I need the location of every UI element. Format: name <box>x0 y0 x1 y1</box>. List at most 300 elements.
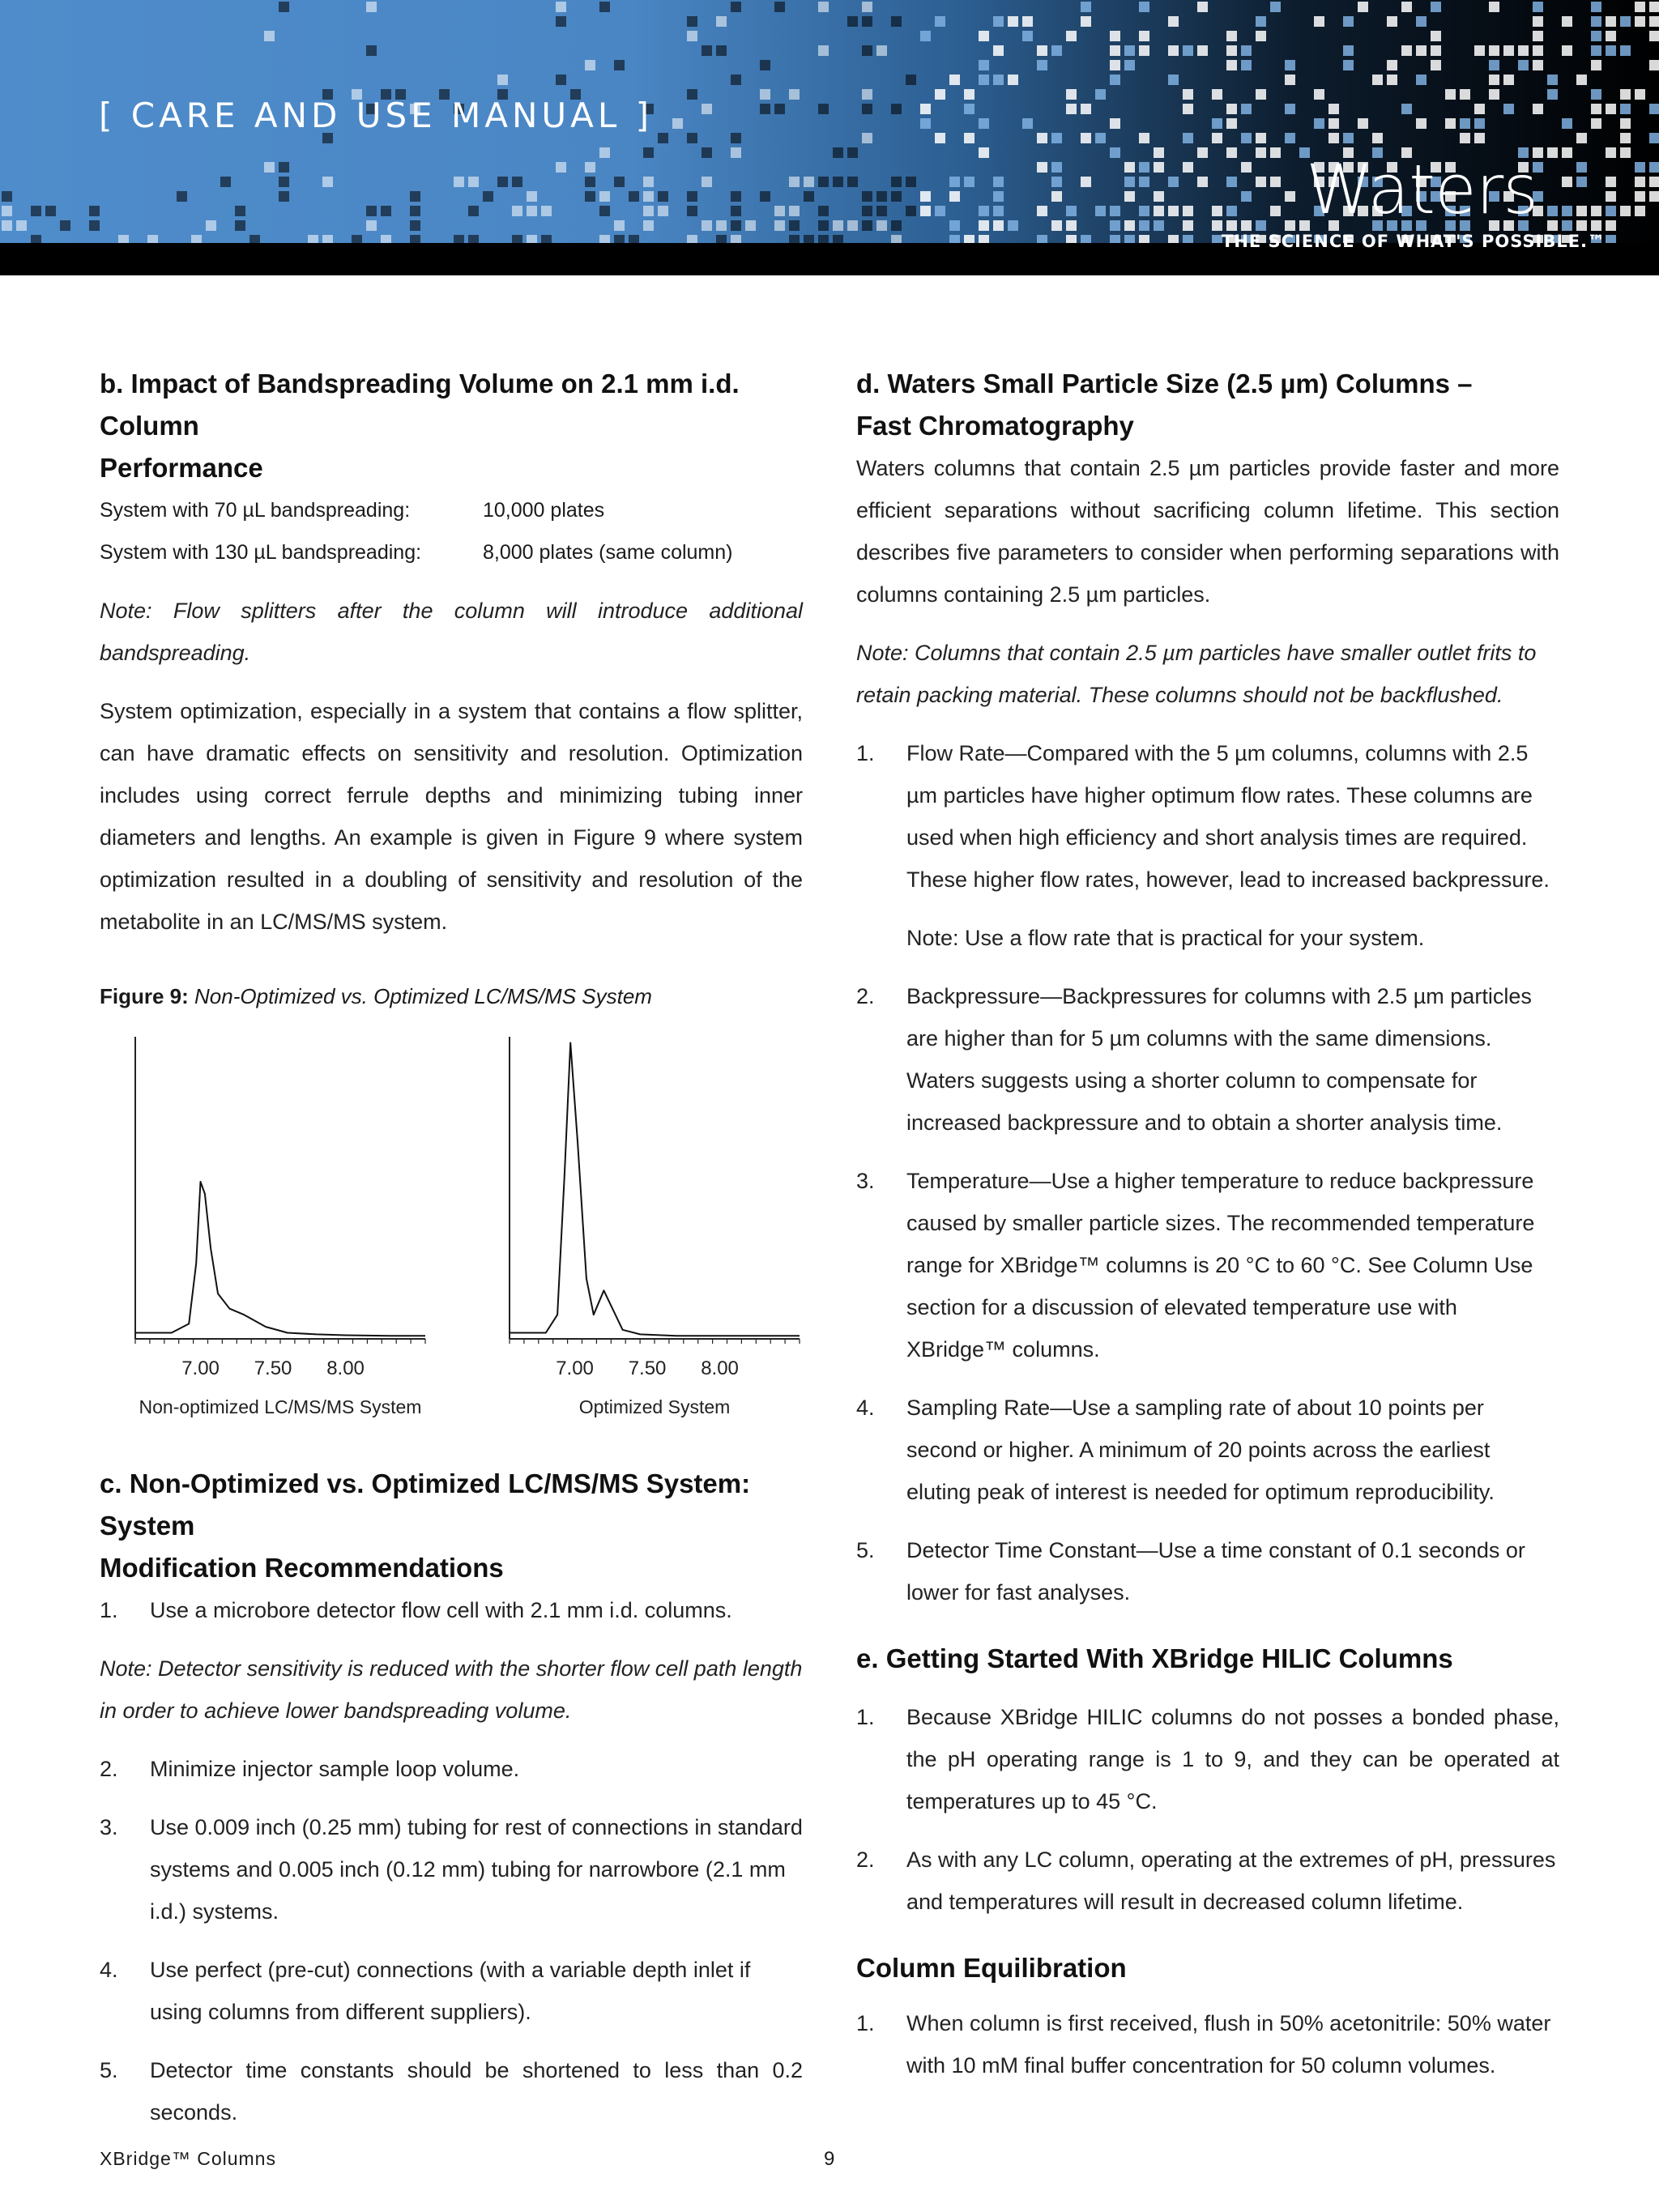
header-pixel <box>702 177 712 187</box>
header-pixel <box>1154 147 1164 158</box>
header-pixel <box>876 220 887 231</box>
header-pixel <box>1037 206 1047 216</box>
header-pixel <box>643 177 654 187</box>
header-pixel <box>1591 31 1601 41</box>
header-pixel <box>1110 118 1120 129</box>
header-pixel <box>1226 206 1237 216</box>
header-pixel <box>322 177 333 187</box>
header-pixel <box>1212 206 1222 216</box>
header-pixel <box>16 220 27 231</box>
header-pixel <box>949 220 960 231</box>
header-pixel <box>1256 177 1266 187</box>
page-header <box>0 0 1659 275</box>
header-pixel <box>643 147 654 158</box>
header-pixel <box>1635 191 1645 202</box>
header-pixel <box>1124 177 1135 187</box>
header-pixel <box>964 89 975 100</box>
header-pixel <box>1270 147 1281 158</box>
header-pixel <box>1401 2 1412 12</box>
list-item <box>100 1748 803 1790</box>
header-pixel <box>206 220 216 231</box>
header-pixel <box>1081 104 1091 114</box>
header-pixel <box>716 16 727 27</box>
section-c-note: Note: Detector sensitivity is reduced with the shorter flow cell path length in order to achieve lower bandspreading volume. <box>100 1656 803 1723</box>
spec-value: 8,000 plates (same column) <box>483 541 733 564</box>
header-pixel <box>789 220 800 231</box>
header-pixel <box>935 133 945 143</box>
header-pixel <box>1154 206 1164 216</box>
list-text: Backpressure—Backpressures for columns with 2.5 µm particles are higher than for 5 µm columns with the same dimensions. Waters suggests using a shorter column to compensate for increased backpressure and to obtain a shorter analysis time. <box>906 984 1532 1135</box>
flow-rate-note: Note: Use a flow rate that is practical for your system. <box>906 926 1425 950</box>
header-pixel <box>1387 60 1397 70</box>
list-item <box>856 732 1559 901</box>
header-pixel <box>1649 2 1659 12</box>
header-pixel <box>1401 104 1412 114</box>
header-pixel <box>1226 118 1237 129</box>
header-pixel <box>760 104 770 114</box>
header-pixel <box>1139 162 1149 173</box>
header-pixel <box>1562 220 1572 231</box>
figure-label: Figure 9: <box>100 984 189 1008</box>
header-pixel <box>60 220 70 231</box>
header-pixel <box>1256 89 1266 100</box>
header-pixel <box>1241 104 1252 114</box>
header-pixel <box>599 206 610 216</box>
header-pixel <box>1124 45 1135 56</box>
header-pixel <box>556 162 566 173</box>
chromatogram-svg <box>100 1029 812 1450</box>
x-tick-label: 8.00 <box>326 1357 365 1379</box>
header-pixel <box>964 104 975 114</box>
figure-title: Non-Optimized vs. Optimized LC/MS/MS System <box>194 984 652 1008</box>
header-pixel <box>1212 133 1222 143</box>
x-tick-label: 7.00 <box>181 1357 220 1379</box>
header-pixel <box>45 206 56 216</box>
header-pixel <box>1562 147 1572 158</box>
header-pixel <box>862 16 872 27</box>
header-pixel <box>1635 2 1645 12</box>
header-pixel <box>454 177 464 187</box>
header-pixel <box>935 16 945 27</box>
header-pixel <box>1139 206 1149 216</box>
header-pixel <box>1620 16 1631 27</box>
header-pixel <box>979 31 989 41</box>
header-pixel <box>585 60 595 70</box>
header-pixel <box>1037 162 1047 173</box>
header-pixel <box>1460 133 1470 143</box>
header-pixel <box>1635 177 1645 187</box>
header-pixel <box>1212 118 1222 129</box>
spec-row <box>100 489 803 531</box>
list-item <box>856 1696 1559 1822</box>
header-pixel <box>964 133 975 143</box>
header-pixel <box>1285 220 1295 231</box>
header-pixel <box>1124 60 1135 70</box>
header-pixel <box>1197 147 1208 158</box>
header-pixel <box>1606 220 1616 231</box>
header-pixel <box>1110 60 1120 70</box>
list-text: Use a microbore detector flow cell with 2.1 mm i.d. columns. <box>150 1598 732 1622</box>
header-pixel <box>556 75 566 85</box>
header-pixel <box>512 177 522 187</box>
section-b-title-line1: b. Impact of Bandspreading Volume on 2.1 mm i.d. Column <box>100 369 740 441</box>
header-pixel <box>1285 191 1295 202</box>
header-pixel <box>1445 118 1456 129</box>
header-pixel <box>876 191 887 202</box>
header-pixel <box>1256 147 1266 158</box>
header-pixel <box>731 2 741 12</box>
header-pixel <box>949 75 960 85</box>
header-pixel <box>1620 89 1631 100</box>
right-column <box>856 363 1559 2086</box>
list-number: 3. <box>100 1815 118 1839</box>
header-pixel <box>1562 206 1572 216</box>
header-pixel <box>672 118 683 129</box>
header-pixel <box>818 2 829 12</box>
header-pixel <box>1431 31 1441 41</box>
header-pixel <box>1358 2 1368 12</box>
header-pixel <box>1533 2 1543 12</box>
header-pixel <box>1081 16 1091 27</box>
header-pixel <box>643 191 654 202</box>
header-pixel <box>1591 2 1601 12</box>
header-pixel <box>1416 45 1427 56</box>
header-pixel <box>279 191 289 202</box>
header-pixel <box>2 191 12 202</box>
list-number: 2. <box>856 1848 875 1872</box>
header-pixel <box>1474 45 1485 56</box>
list-number: 1. <box>100 1598 118 1622</box>
header-pixel <box>745 220 756 231</box>
header-pixel <box>774 220 785 231</box>
header-pixel <box>1110 147 1120 158</box>
header-pixel <box>1606 104 1616 114</box>
header-pixel <box>1358 118 1368 129</box>
header-pixel <box>541 206 552 216</box>
header-pixel <box>1037 60 1047 70</box>
header-pixel <box>483 191 493 202</box>
header-pixel <box>1241 133 1252 143</box>
header-pixel <box>1314 16 1324 27</box>
header-pixel <box>833 177 843 187</box>
header-pixel <box>687 206 697 216</box>
list-item-note <box>856 917 1559 959</box>
header-pixel <box>1503 45 1514 56</box>
header-pixel <box>1620 206 1631 216</box>
spec-value: 10,000 plates <box>483 499 605 522</box>
header-pixel <box>687 191 697 202</box>
header-pixel <box>1606 45 1616 56</box>
list-number: 1. <box>856 1705 875 1729</box>
section-c-title-line1: c. Non-Optimized vs. Optimized LC/MS/MS System: System <box>100 1468 751 1541</box>
header-pixel <box>993 45 1004 56</box>
header-pixel <box>1343 133 1354 143</box>
header-pixel <box>1226 147 1237 158</box>
header-pixel <box>1635 162 1645 173</box>
header-pixel <box>614 220 625 231</box>
header-pixel <box>1591 45 1601 56</box>
list-item <box>100 1949 803 2033</box>
section-b-title <box>100 363 803 489</box>
header-pixel <box>1314 118 1324 129</box>
list-text: Detector Time Constant—Use a time constant of 0.1 seconds or lower for fast analyses. <box>906 1538 1525 1605</box>
header-pixel <box>1241 60 1252 70</box>
header-pixel <box>1591 60 1601 70</box>
header-pixel <box>1576 177 1587 187</box>
header-pixel <box>1606 177 1616 187</box>
left-column <box>100 363 803 2133</box>
header-pixel <box>1285 60 1295 70</box>
header-pixel <box>1168 177 1179 187</box>
header-pixel <box>1183 220 1193 231</box>
header-pixel <box>1154 191 1164 202</box>
header-pixel <box>716 45 727 56</box>
header-pixel <box>1489 75 1499 85</box>
header-pixel <box>979 60 989 70</box>
header-pixel <box>366 206 377 216</box>
header-pixel <box>862 206 872 216</box>
section-d-paragraph: Waters columns that contain 2.5 µm particles provide faster and more efficient separations without sacrificing column lifetime. This section describes five parameters to consider when performing separations with columns containing 2.5 µm particles. <box>856 456 1559 607</box>
list-item <box>856 1839 1559 1923</box>
list-number: 1. <box>856 2011 875 2035</box>
header-pixel <box>876 206 887 216</box>
header-pixel <box>89 220 100 231</box>
header-pixel <box>1343 60 1354 70</box>
list-item <box>856 2002 1559 2086</box>
figure-caption <box>100 980 803 1012</box>
header-pixel <box>979 75 989 85</box>
header-pixel <box>1212 220 1222 231</box>
section-b-note: Note: Flow splitters after the column will introduce additional bandspreading. <box>100 599 803 665</box>
header-pixel <box>1081 177 1091 187</box>
header-pixel <box>1576 75 1587 85</box>
header-pixel <box>89 206 100 216</box>
header-pixel <box>1620 104 1631 114</box>
list-text: Flow Rate—Compared with the 5 µm columns, columns with 2.5 µm particles have higher optimum flow rates. These columns are used when high efficiency and short analysis times are required. These higher flow rates, however, lead to increased backpressure. <box>906 741 1550 892</box>
header-pixel <box>920 31 931 41</box>
header-pixel <box>1197 45 1208 56</box>
header-pixel <box>1110 75 1120 85</box>
header-pixel <box>1649 16 1659 27</box>
header-pixel <box>1562 45 1572 56</box>
header-pixel <box>774 206 785 216</box>
list-item <box>856 975 1559 1144</box>
chart-title: Optimized System <box>578 1396 731 1417</box>
waters-logo: Waters <box>1306 150 1538 229</box>
header-pixel <box>1183 162 1193 173</box>
header-pixel <box>1241 162 1252 173</box>
header-pixel <box>1139 133 1149 143</box>
header-pixel <box>497 75 508 85</box>
header-pixel <box>906 177 916 187</box>
header-pixel <box>1576 133 1587 143</box>
header-pixel <box>774 2 785 12</box>
header-pixel <box>1037 45 1047 56</box>
header-pixel <box>1110 45 1120 56</box>
header-pixel <box>1008 16 1018 27</box>
header-pixel <box>1022 31 1033 41</box>
header-pixel <box>1562 177 1572 187</box>
header-pixel <box>920 104 931 114</box>
header-pixel <box>658 133 668 143</box>
header-pixel <box>1051 220 1062 231</box>
header-pixel <box>891 177 902 187</box>
header-pixel <box>1474 133 1485 143</box>
header-pixel <box>468 206 479 216</box>
header-pixel <box>1343 16 1354 27</box>
header-pixel <box>702 147 712 158</box>
header-pixel <box>512 206 522 216</box>
header-pixel <box>1649 31 1659 41</box>
header-pixel <box>1095 89 1106 100</box>
header-pixel <box>1547 147 1558 158</box>
spec-row <box>100 531 803 573</box>
header-pixel <box>1226 60 1237 70</box>
header-pixel <box>1431 60 1441 70</box>
header-pixel <box>1285 133 1295 143</box>
header-pixel <box>599 191 610 202</box>
header-pixel <box>1270 2 1281 12</box>
list-text: Sampling Rate—Use a sampling rate of about 10 points per second or higher. A minimum of 20 points across the earliest eluting peak of interest is needed for optimum reproducibility. <box>906 1396 1495 1504</box>
spec-label: System with 70 µL bandspreading: <box>100 499 411 522</box>
header-pixel <box>1095 133 1106 143</box>
header-pixel <box>1416 16 1427 27</box>
header-pixel <box>1547 206 1558 216</box>
list-text: Because XBridge HILIC columns do not posses a bonded phase, the pH operating range is 1 to 9, and they can be operated at temperatures up to 45 °C. <box>906 1705 1559 1813</box>
header-pixel <box>1110 206 1120 216</box>
header-pixel <box>1620 133 1631 143</box>
header-pixel <box>366 2 377 12</box>
header-pixel <box>1051 133 1062 143</box>
chromatogram-trace <box>135 1182 425 1336</box>
header-pixel <box>1533 45 1543 56</box>
header-pixel <box>279 162 289 173</box>
header-pixel <box>585 162 595 173</box>
header-pixel <box>1226 104 1237 114</box>
header-pixel <box>731 191 741 202</box>
header-pixel <box>1051 162 1062 173</box>
header-pixel <box>1606 206 1616 216</box>
figure-9-chart <box>100 1029 812 1450</box>
header-pixel <box>789 89 800 100</box>
header-pixel <box>585 177 595 187</box>
header-pixel <box>1547 75 1558 85</box>
header-pixel <box>1620 45 1631 56</box>
header-pixel <box>731 133 741 143</box>
header-pixel <box>731 220 741 231</box>
header-pixel <box>1110 31 1120 41</box>
header-pixel <box>1460 118 1470 129</box>
header-pixel <box>1547 220 1558 231</box>
header-pixel <box>1051 191 1062 202</box>
header-pixel <box>410 220 420 231</box>
header-pixel <box>629 191 639 202</box>
list-number: 1. <box>856 741 875 765</box>
header-pixel <box>1168 75 1179 85</box>
header-pixel <box>1328 118 1339 129</box>
header-pixel <box>993 206 1004 216</box>
header-pixel <box>1533 104 1543 114</box>
header-pixel <box>1051 177 1062 187</box>
header-pixel <box>862 2 872 12</box>
header-pixel <box>1591 206 1601 216</box>
footer-product: XBridge™ Columns <box>100 2148 276 2169</box>
header-pixel <box>410 206 420 216</box>
header-pixel <box>1051 45 1062 56</box>
list-number: 4. <box>100 1958 118 1982</box>
header-pixel <box>599 147 610 158</box>
header-pixel <box>935 89 945 100</box>
header-pixel <box>497 177 508 187</box>
header-pixel <box>1183 104 1193 114</box>
header-pixel <box>862 45 872 56</box>
header-pixel <box>1124 191 1135 202</box>
chromatogram-trace <box>510 1043 800 1336</box>
header-pixel <box>716 220 727 231</box>
header-pixel <box>1503 75 1514 85</box>
header-pixel <box>1168 16 1179 27</box>
chart-title: Non-optimized LC/MS/MS System <box>139 1396 422 1417</box>
list-text: Minimize injector sample loop volume. <box>150 1757 520 1781</box>
header-pixel <box>1124 162 1135 173</box>
header-pixel <box>687 89 697 100</box>
header-pixel <box>1606 31 1616 41</box>
header-pixel <box>1591 104 1601 114</box>
header-pixel <box>1226 177 1237 187</box>
header-pixel <box>1197 2 1208 12</box>
header-pixel <box>687 133 697 143</box>
header-pixel <box>1183 45 1193 56</box>
header-pixel <box>687 31 697 41</box>
section-d-title <box>856 363 1559 447</box>
header-pixel <box>833 220 843 231</box>
section-e-title: e. Getting Started With XBridge HILIC Columns <box>856 1643 1453 1673</box>
header-pixel <box>964 177 975 187</box>
x-tick-label: 7.50 <box>254 1357 292 1379</box>
header-pixel <box>993 191 1004 202</box>
section-d-title-line1: d. Waters Small Particle Size (2.5 µm) Columns – <box>856 369 1473 399</box>
header-pixel <box>279 177 289 187</box>
header-pixel <box>847 220 858 231</box>
header-pixel <box>1533 31 1543 41</box>
header-pixel <box>731 206 741 216</box>
header-pixel <box>658 191 668 202</box>
header-pixel <box>1649 133 1659 143</box>
section-c-title-line2: Modification Recommendations <box>100 1553 504 1583</box>
header-pixel <box>1256 31 1266 41</box>
section-b-title-line2: Performance <box>100 453 263 483</box>
header-pixel <box>1256 220 1266 231</box>
header-pixel <box>1460 89 1470 100</box>
header-pixel <box>556 16 566 27</box>
header-pixel <box>862 220 872 231</box>
list-number: 2. <box>856 984 875 1008</box>
header-pixel <box>1066 206 1077 216</box>
header-pixel <box>1401 45 1412 56</box>
header-pixel <box>1649 191 1659 202</box>
header-pixel <box>1591 89 1601 100</box>
header-pixel <box>702 45 712 56</box>
header-pixel <box>1372 133 1383 143</box>
header-pixel <box>1372 75 1383 85</box>
header-pixel <box>1576 220 1587 231</box>
header-pixel <box>1635 16 1645 27</box>
header-pixel <box>920 206 931 216</box>
header-pixel <box>527 206 537 216</box>
x-tick-label: 8.00 <box>701 1357 739 1379</box>
header-pixel <box>2 220 12 231</box>
header-pixel <box>1139 45 1149 56</box>
